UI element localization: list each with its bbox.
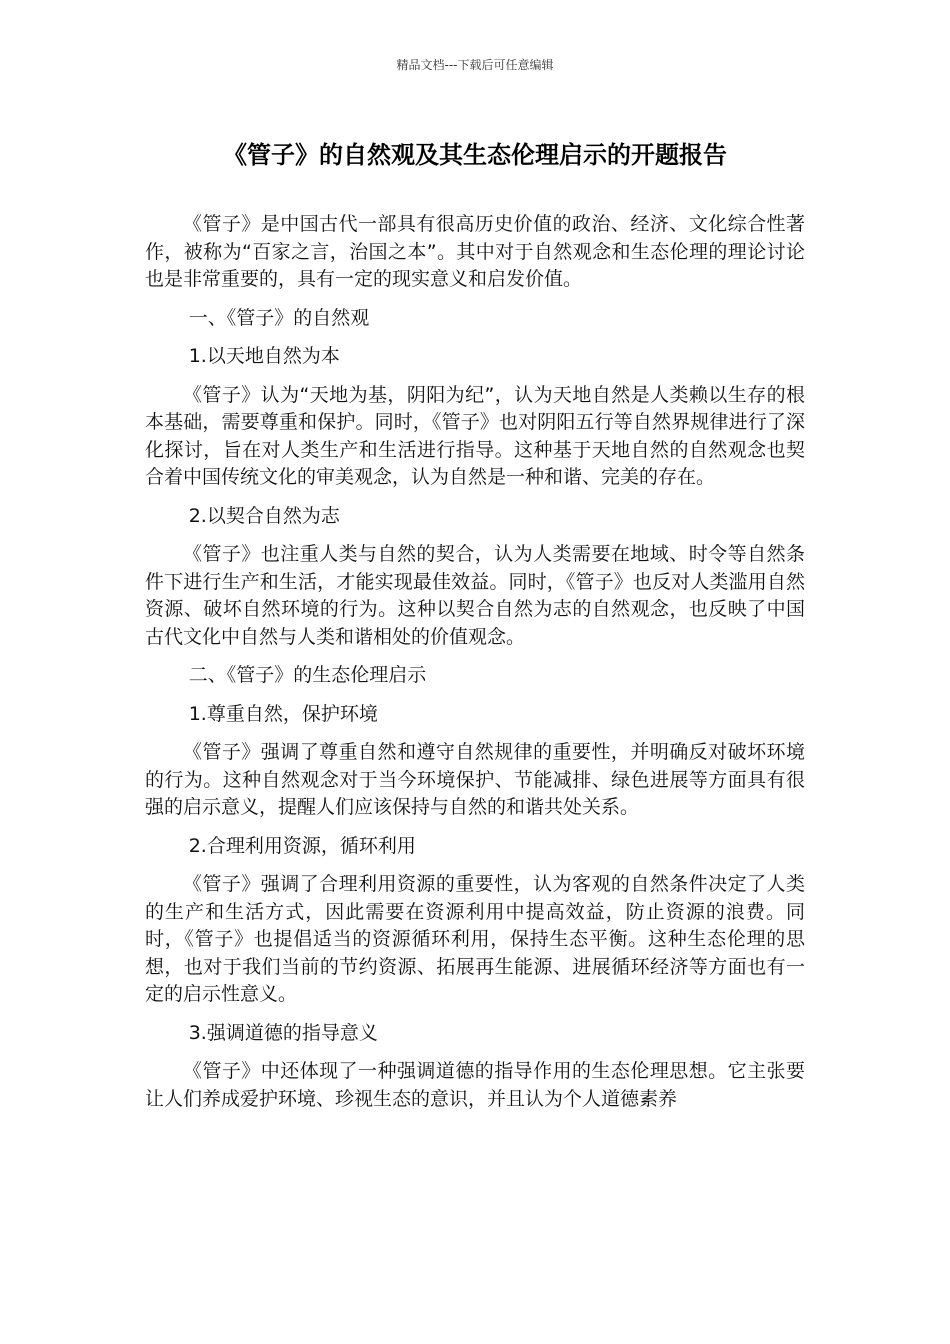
section-heading-1: 一、《管子》的自然观	[188, 306, 370, 329]
subsection-heading-2-1: 1.尊重自然，保护环境	[188, 702, 378, 725]
paragraph-1-1: 《管子》认为“天地为基，阴阳为纪”，认为天地自然是人类赖以生存的根本基础，需要尊重和保护。同时，《管子》也对阴阳五行等自然界规律进行了深化探讨，旨在对人类生产和生活进行指导。这种基于天地自然的自然观念也契合着中国传统文化的审美观念，认为自然是一种和谐、完美的存在。	[145, 383, 805, 488]
header-note: 精品文档---下载后可任意编辑	[396, 58, 554, 72]
subsection-heading-1-2: 2.以契合自然为志	[188, 504, 340, 527]
subsection-heading-2-3: 3.强调道德的指导意义	[188, 1021, 378, 1044]
subsection-heading-1-1: 1.以天地自然为本	[188, 345, 340, 367]
paragraph-1-2: 《管子》也注重人类与自然的契合，认为人类需要在地域、时令等自然条件下进行生产和生活，才能实现最佳效益。同时，《管子》也反对人类滥用自然资源、破坏自然环境的行为。这种以契合自然为志的自然观念，也反映了中国古代文化中自然与人类和谐相处的价值观念。	[145, 543, 805, 648]
document-body	[145, 211, 805, 1124]
paragraph-2-2: 《管子》强调了合理利用资源的重要性，认为客观的自然条件决定了人类的生产和生活方式，因此需要在资源利用中提高效益，防止资源的浪费。同时，《管子》也提倡适当的资源循环利用，保持生态平衡。这种生态伦理的思想，也对于我们当前的节约资源、拓展再生能源、进展循环经济等方面也有一定的启示性意义。	[145, 873, 805, 1005]
paragraph-2-1: 《管子》强调了尊重自然和遵守自然规律的重要性，并明确反对破坏环境的行为。这种自然观念对于当今环境保护、节能减排、绿色进展等方面具有很强的启示意义，提醒人们应该保持与自然的和谐共处关系。	[145, 741, 805, 818]
paragraph-intro: 《管子》是中国古代一部具有很高历史价值的政治、经济、文化综合性著作，被称为“百家之言，治国之本”。其中对于自然观念和生态伦理的理论讨论也是非常重要的，具有一定的现实意义和启发价值。	[145, 213, 805, 290]
document-title: 《管子》的自然观及其生态伦理启示的开题报告	[223, 141, 727, 169]
section-heading-2: 二、《管子》的生态伦理启示	[188, 664, 427, 686]
paragraph-2-3: 《管子》中还体现了一种强调道德的指导作用的生态伦理思想。它主张要让人们养成爱护环境、珍视生态的意识，并且认为个人道德素养	[145, 1060, 805, 1110]
subsection-heading-2-2: 2.合理利用资源，循环利用	[188, 834, 416, 857]
